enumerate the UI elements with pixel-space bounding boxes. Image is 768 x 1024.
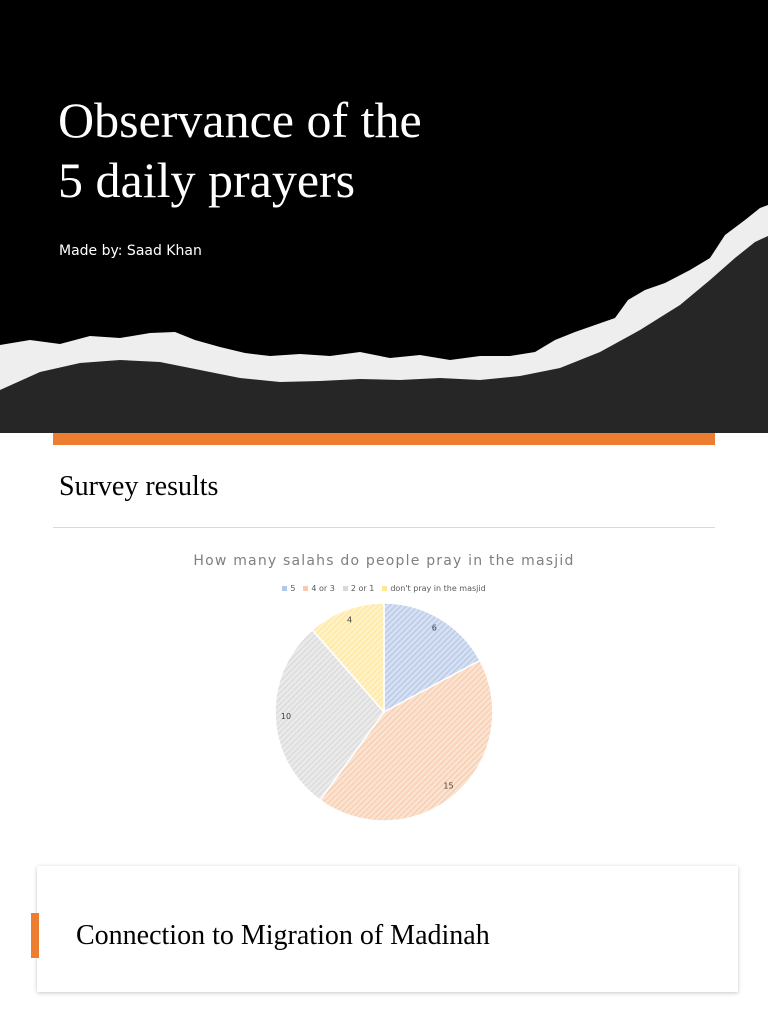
heading-divider bbox=[53, 527, 715, 528]
survey-heading: Survey results bbox=[59, 471, 219, 502]
presentation-title bbox=[58, 90, 422, 210]
data-label: 10 bbox=[280, 711, 292, 721]
legend-swatch bbox=[303, 586, 308, 591]
section-accent-bar bbox=[31, 913, 39, 958]
legend-swatch bbox=[382, 586, 387, 591]
torn-paper-graphic bbox=[0, 0, 768, 433]
legend-item bbox=[282, 584, 295, 593]
data-label: 4 bbox=[346, 615, 353, 625]
accent-bar bbox=[53, 433, 715, 445]
pie-chart bbox=[0, 593, 768, 833]
data-label: 6 bbox=[431, 623, 437, 633]
legend-item bbox=[382, 584, 485, 593]
title-line-2: 5 daily prayers bbox=[58, 152, 356, 208]
chart-title: How many salahs do people pray in the masjid bbox=[193, 553, 575, 569]
title-slide bbox=[0, 0, 768, 433]
legend-item bbox=[343, 584, 374, 593]
chart-legend bbox=[0, 584, 768, 593]
legend-label: 5 bbox=[290, 584, 296, 593]
section-heading: Connection to Migration of Madinah bbox=[76, 920, 490, 951]
legend-swatch bbox=[343, 586, 348, 591]
legend-label: 2 or 1 bbox=[350, 584, 375, 593]
survey-slide bbox=[0, 433, 768, 860]
author-byline: Made by: Saad Khan bbox=[59, 243, 202, 259]
legend-label: don't pray in the masjid bbox=[390, 584, 486, 593]
legend-label: 4 or 3 bbox=[311, 584, 335, 593]
title-line-1: Observance of the bbox=[58, 92, 422, 148]
legend-item bbox=[303, 584, 334, 593]
data-label: 15 bbox=[443, 781, 454, 791]
legend-swatch bbox=[282, 586, 287, 591]
